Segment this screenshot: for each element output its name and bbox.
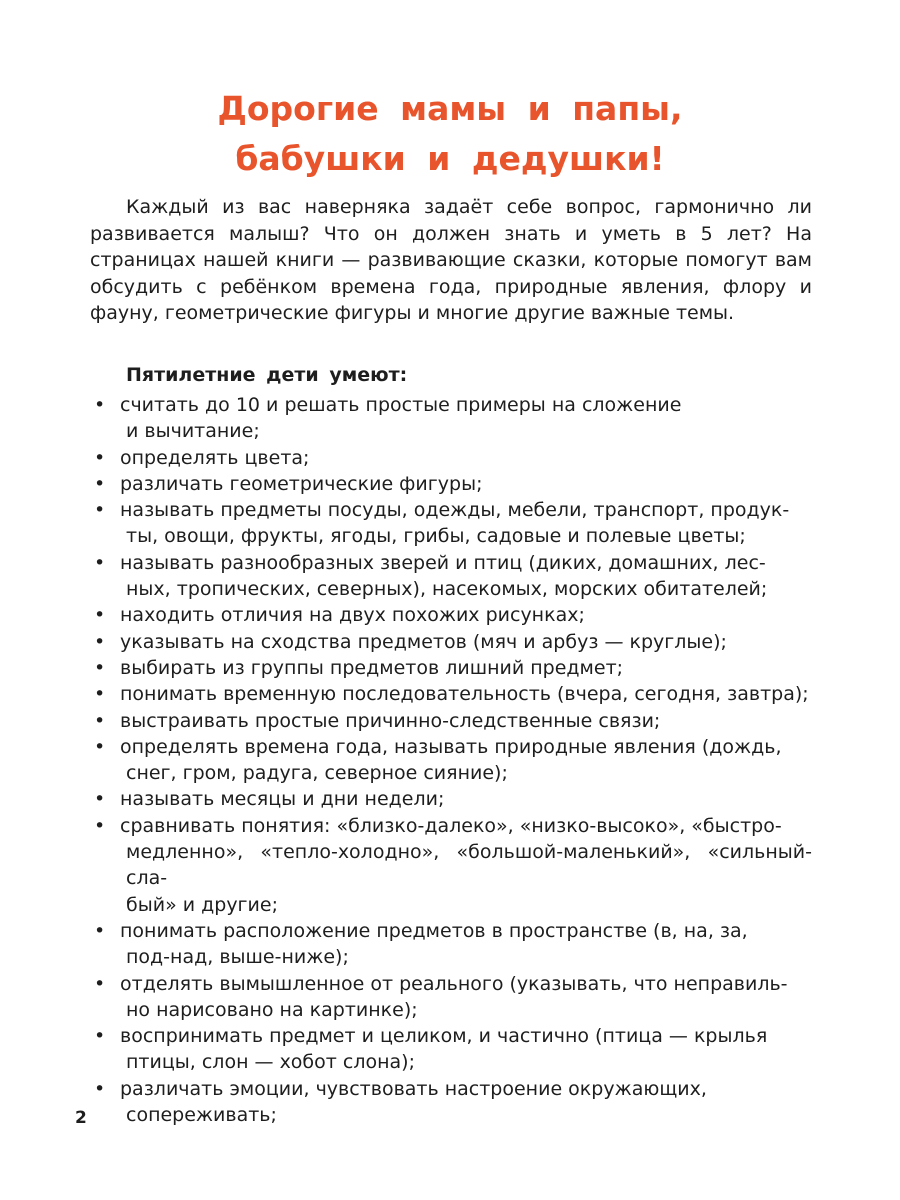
skill-item xyxy=(90,392,812,445)
skill-item-line: определять времена года, называть природные явления (дождь, xyxy=(120,735,782,758)
skill-item-line: понимать расположение предметов в пространстве (в, на, за, xyxy=(120,919,748,942)
title-line-2: бабушки и дедушки! xyxy=(235,139,665,178)
bullet-icon: • xyxy=(94,604,106,627)
bullet-icon: • xyxy=(94,814,106,837)
skill-item xyxy=(90,550,812,603)
page-title xyxy=(0,84,900,184)
bullet-icon: • xyxy=(94,1025,106,1048)
skill-item-line: выстраивать простые причинно-следственные связи; xyxy=(120,709,661,732)
skill-item-line: различать геометрические фигуры; xyxy=(120,472,483,495)
skill-item xyxy=(90,918,812,971)
skill-item xyxy=(90,655,812,681)
intro-paragraph: Каждый из вас наверняка задаёт себе вопрос, гармонично ли развивается малыш? Что он должен знать и уметь в 5 лет? На страницах нашей книги — развивающие сказки, которые помогут вам обсудить с ребёнком времена года, природные явления, флору и фауну, геометрические фигуры и многие другие важные темы. xyxy=(90,196,812,324)
bullet-icon: • xyxy=(94,735,106,758)
skill-item xyxy=(90,602,812,628)
skill-item-line: медленно», «тепло-холодно», «большой-маленький», «сильный-сла- xyxy=(126,841,812,890)
skill-item-line: выбирать из группы предметов лишний предмет; xyxy=(120,656,624,679)
bullet-icon: • xyxy=(94,919,106,942)
skill-item-line: называть месяцы и дни недели; xyxy=(120,788,445,811)
skill-item-line: считать до 10 и решать простые примеры на сложение xyxy=(120,394,682,416)
skill-item xyxy=(90,1023,812,1076)
bullet-icon: • xyxy=(94,394,106,416)
skill-item-line: воспринимать предмет и целиком, и частично (птица — крылья xyxy=(120,1025,768,1048)
skill-item xyxy=(90,786,812,812)
skill-item xyxy=(90,497,812,550)
bullet-icon: • xyxy=(94,630,106,653)
skill-item-line: называть разнообразных зверей и птиц (диких, домашних, лес- xyxy=(120,551,766,574)
skill-item-line: понимать временную последовательность (вчера, сегодня, завтра); xyxy=(120,683,809,706)
skill-item-line: бый» и другие; xyxy=(126,893,278,916)
skill-item xyxy=(90,1076,812,1129)
title-line-1: Дорогие мамы и папы, xyxy=(217,89,683,128)
page-number: 2 xyxy=(75,1108,87,1128)
bullet-icon: • xyxy=(94,472,106,495)
skill-item-line: снег, гром, радуга, северное сияние); xyxy=(126,762,508,785)
skill-item-line: птицы, слон — хобот слона); xyxy=(126,1051,415,1074)
skills-list xyxy=(90,392,812,1128)
skills-heading: Пятилетние дети умеют: xyxy=(126,364,408,386)
bullet-icon: • xyxy=(94,972,106,995)
skill-item-line: различать эмоции, чувствовать настроение окружающих, xyxy=(120,1077,707,1100)
bullet-icon: • xyxy=(94,551,106,574)
skill-item-line: сопереживать; xyxy=(126,1104,277,1127)
bullet-icon: • xyxy=(94,656,106,679)
skill-item-line: сравнивать понятия: «близко-далеко», «низко-высоко», «быстро- xyxy=(120,814,782,837)
skill-item xyxy=(90,471,812,497)
skill-item-line: и вычитание; xyxy=(126,420,260,443)
bullet-icon: • xyxy=(94,499,106,522)
skill-item-line: ных, тропических, северных), насекомых, морских обитателей; xyxy=(126,578,768,601)
skill-item xyxy=(90,708,812,734)
skill-item-line: указывать на сходства предметов (мяч и арбуз — круглые); xyxy=(120,630,727,653)
bullet-icon: • xyxy=(94,788,106,811)
bullet-icon: • xyxy=(94,683,106,706)
skill-item-line: отделять вымышленное от реального (указывать, что неправиль- xyxy=(120,972,788,995)
bullet-icon: • xyxy=(94,1077,106,1100)
skill-item xyxy=(90,971,812,1024)
bullet-icon: • xyxy=(94,709,106,732)
skill-item-line: но нарисовано на картинке); xyxy=(126,998,418,1021)
skill-item-line: под-над, выше-ниже); xyxy=(126,946,349,969)
bullet-icon: • xyxy=(94,446,106,469)
skill-item xyxy=(90,734,812,787)
skill-item-line: называть предметы посуды, одежды, мебели, транспорт, продук- xyxy=(120,499,790,522)
skill-item xyxy=(90,681,812,707)
skill-item-line: определять цвета; xyxy=(120,446,310,469)
skill-item-line: находить отличия на двух похожих рисунках; xyxy=(120,604,585,627)
skill-item xyxy=(90,445,812,471)
skill-item xyxy=(90,629,812,655)
skill-item-line: ты, овощи, фрукты, ягоды, грибы, садовые и полевые цветы; xyxy=(126,525,746,548)
skill-item xyxy=(90,813,812,918)
